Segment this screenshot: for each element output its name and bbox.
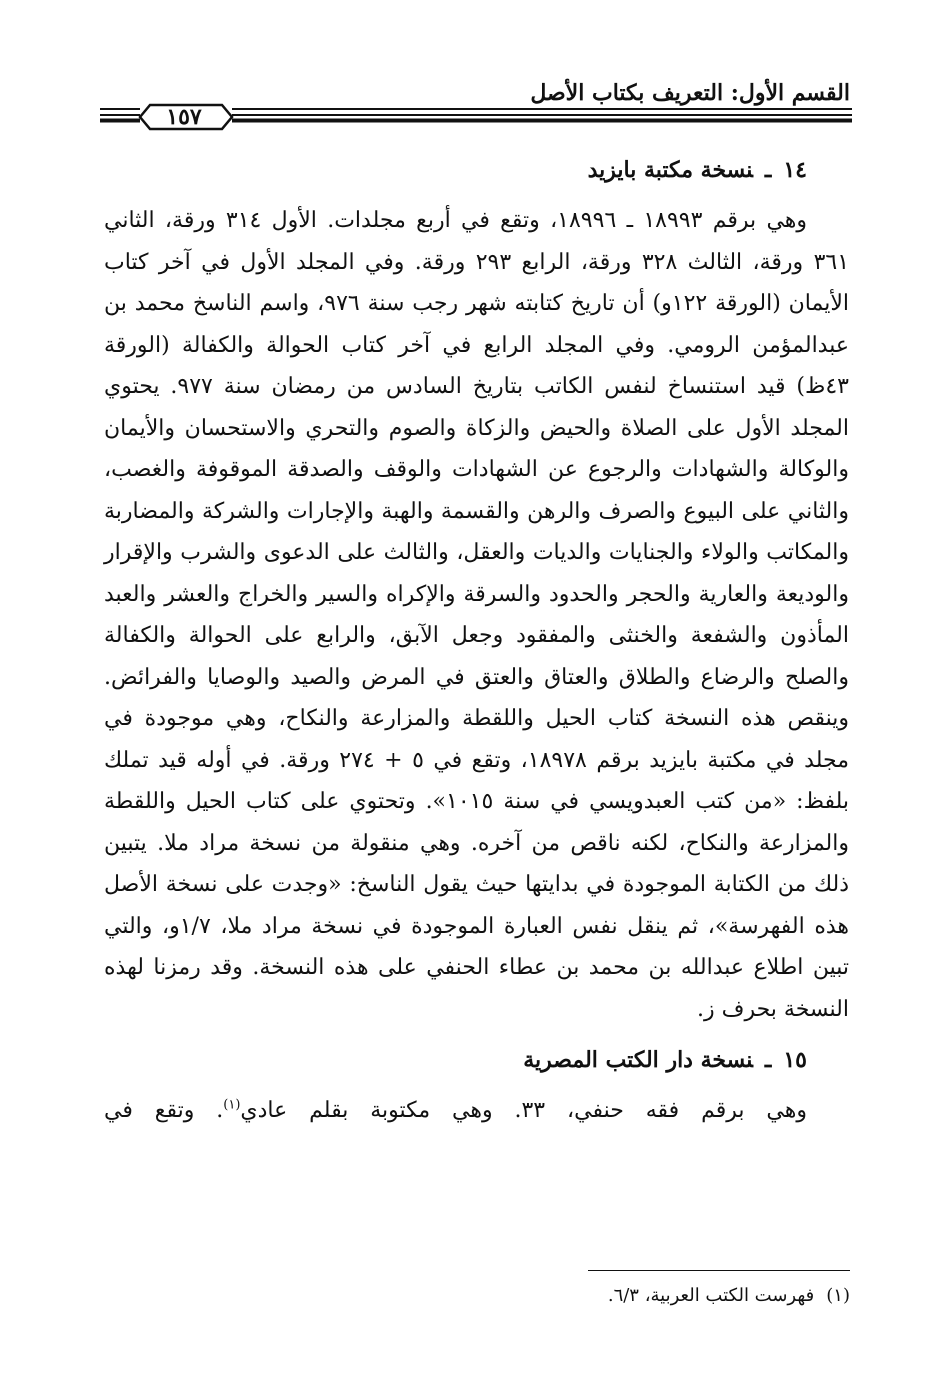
page-body	[104, 140, 849, 1132]
section-heading-15	[104, 1044, 849, 1076]
section-dash: ـ	[764, 157, 772, 183]
running-header-title: القسم الأول: التعريف بكتاب الأصل	[530, 80, 850, 106]
footnote-separator	[588, 1270, 850, 1271]
page-number: ١٥٧	[166, 104, 202, 130]
section-paragraph	[104, 1090, 849, 1132]
section-title: نسخة دار الكتب المصرية	[523, 1047, 753, 1073]
footnote	[250, 1282, 850, 1310]
footnote-text: فهرست الكتب العربية، ٦/٣.	[607, 1285, 815, 1306]
paragraph-text: . وتقع في	[104, 1098, 224, 1123]
section-paragraph: وهي برقم ١٨٩٩٣ ـ ١٨٩٩٦، وتقع في أربع مجلدات. الأول ٣١٤ ورقة، الثاني ٣٦١ ورقة، الثالث ٣٢٨ ورقة، الرابع ٢٩٣ ورقة. وفي المجلد الأول في آخر كتاب الأيمان (الورقة ١٢٢و) أن تاريخ كتابته شهر رجب سنة ٩٧٦، واسم الناسخ محمد بن عبدالمؤمن الرومي. وفي المجلد الرابع في آخر كتاب الحوالة والكفالة (الورقة ٤٣ظ) قيد استنساخ لنفس الكاتب بتاريخ السادس من رمضان سنة ٩٧٧. يحتوي المجلد الأول على الصلاة والحيض والزكاة والصوم والتحري والاستحسان والأيمان والوكالة والشهادات والرجوع عن الشهادات والوقف والصدقة الموقوفة والغصب، والثاني على البيوع والصرف والرهن والقسمة والهبة والإجارات والشركة والمضاربة والمكاتب والولاء والجنايات والديات والعقل، والثالث على الدعوى والشرب والإقرار والوديعة والعارية والحجر والحدود والسرقة والإكراه والسير والخراج والعشر والعبد المأذون والشفعة والخنثى والمفقود وجعل الآبق، والرابع على الحوالة والكفالة والصلح والرضاع والطلاق والعتاق والعتق في المرض والصيد والوصايا والفرائض. وينقص هذه النسخة كتاب الحيل واللقطة والمزارعة والنكاح، وهي موجودة في مجلد في مكتبة بايزيد برقم ١٨٩٧٨، وتقع في ٥ + ٢٧٤ ورقة. في أوله قيد تملك بلفظ: «من كتب العبدويسي في سنة ١٠١٥». وتحتوي على كتاب الحيل واللقطة والمزارعة والنكاح، لكنه ناقص من آخره. وهي منقولة من نسخة مراد ملا. يتبين ذلك من الكتابة الموجودة في بدايتها حيث يقول الناسخ: «وجدت على نسخة الأصل هذه الفهرسة»، ثم ينقل نفس العبارة الموجودة في نسخة مراد ملا، ١/٧و، والتي تبين اطلاع عبدالله بن محمد بن عطاء الحنفي على هذه النسخة. وقد رمزنا لهذه النسخة بحرف ز.	[104, 208, 850, 1022]
footnote-marker: (١)	[826, 1285, 850, 1306]
footnote-reference: (١)	[223, 1097, 241, 1113]
section-heading-14	[104, 154, 849, 186]
section-title: نسخة مكتبة بايزيد	[587, 157, 753, 183]
section-number: ١٤	[783, 157, 807, 183]
section-dash: ـ	[764, 1047, 772, 1073]
paragraph-text: وهي برقم فقه حنفي، ٣٣. وهي مكتوبة بقلم عادي	[240, 1098, 807, 1123]
section-number: ١٥	[783, 1047, 807, 1073]
